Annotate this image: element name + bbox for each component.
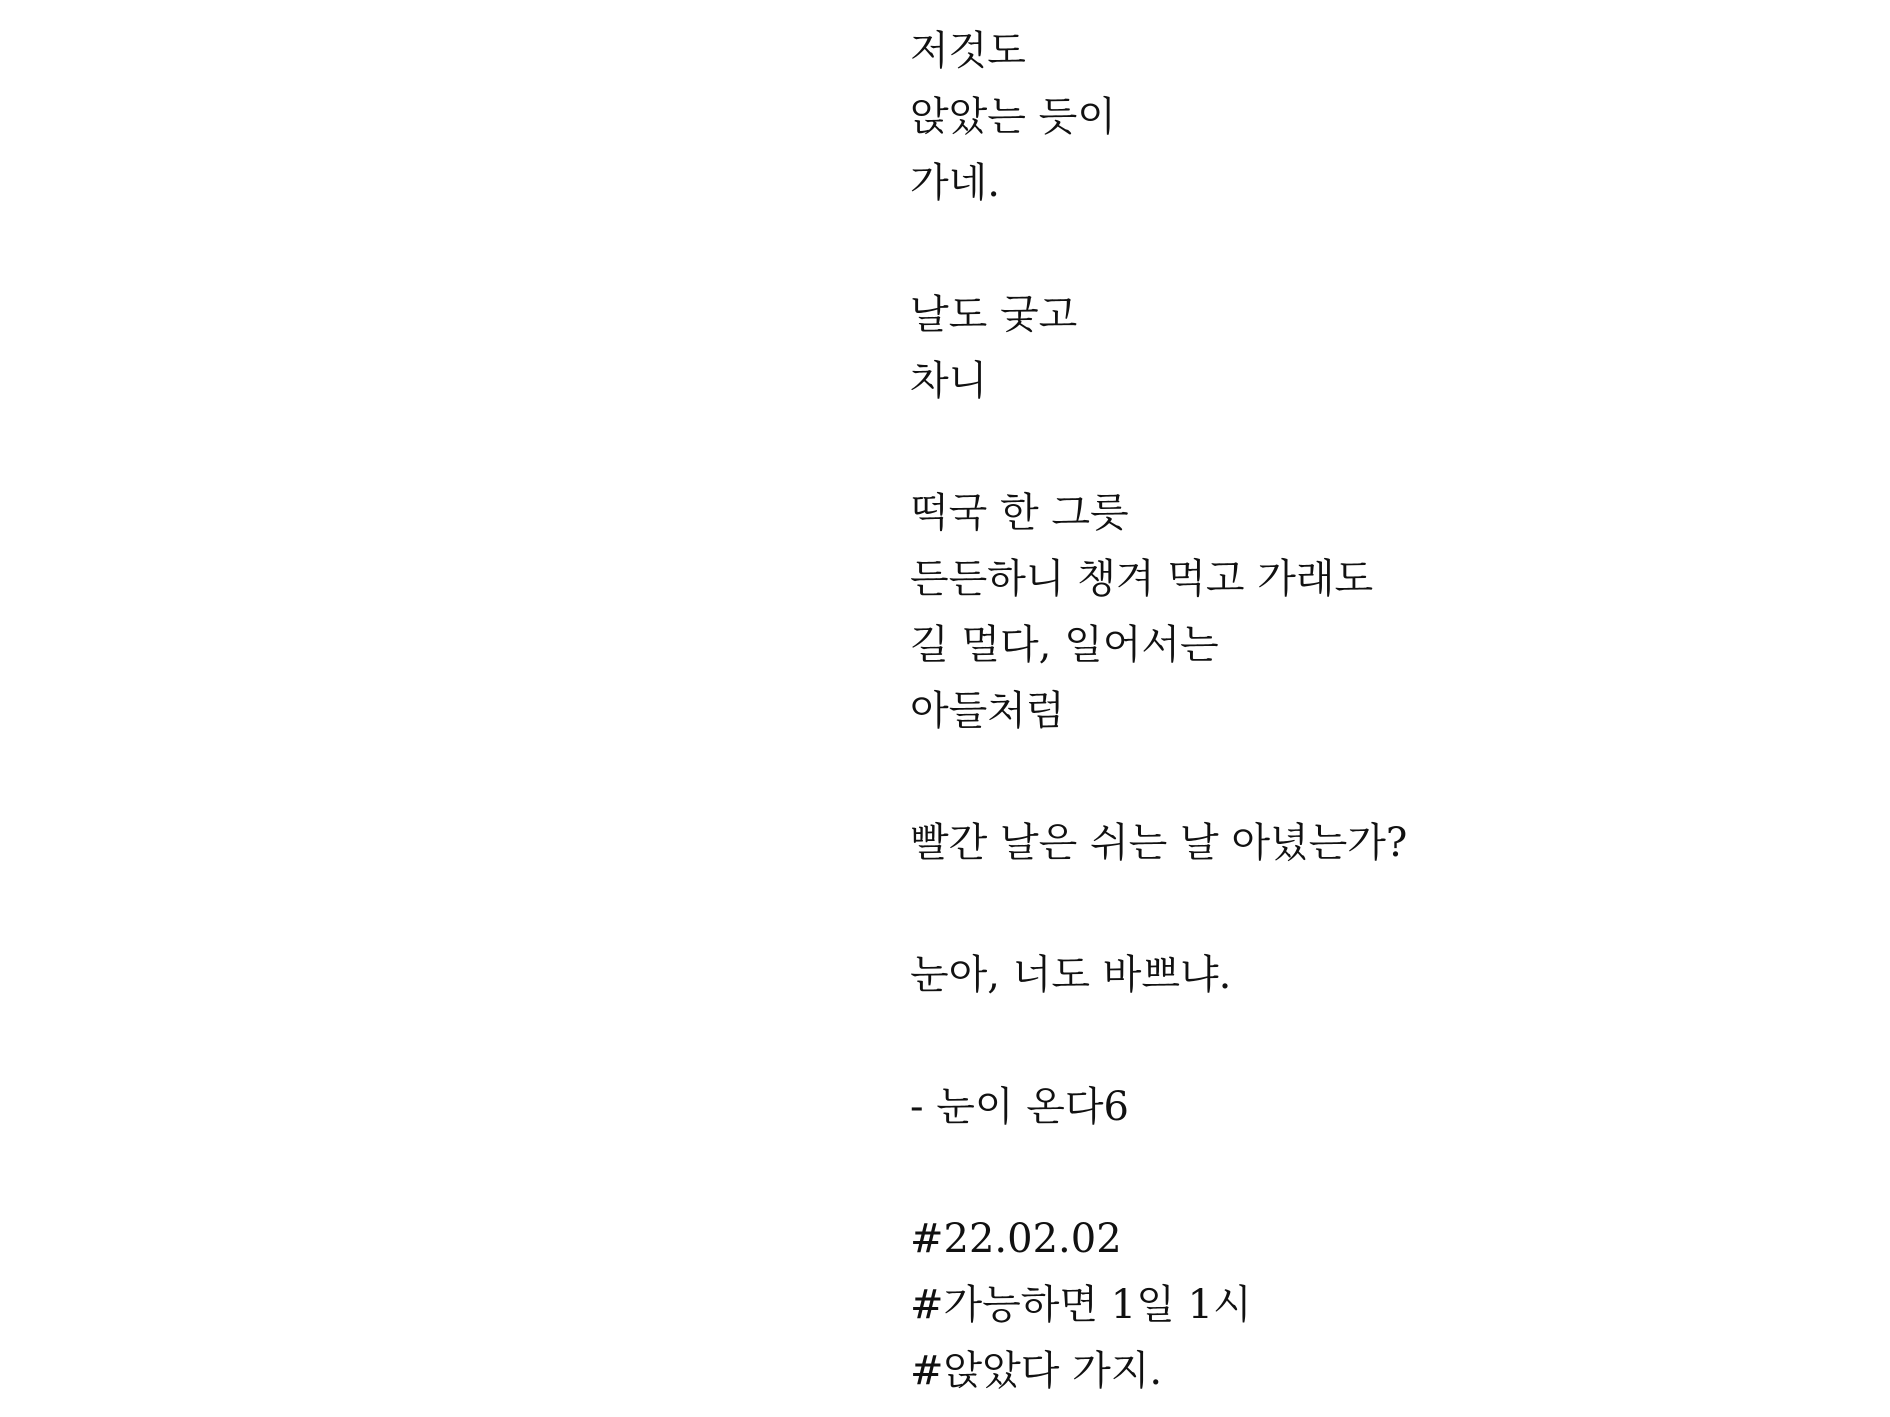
- poem-line: 든든하니 챙겨 먹고 가래도: [910, 556, 1374, 602]
- hashtag-date: #22.02.02: [910, 1216, 1122, 1262]
- poem-line: 앉았는 듯이: [910, 94, 1116, 140]
- hashtag: #앉았다 가지.: [910, 1348, 1163, 1394]
- hashtag: #가능하면 1일 1시: [910, 1282, 1252, 1328]
- poem-line: 차니: [910, 358, 988, 404]
- stanza-gap: [910, 744, 1810, 810]
- stanza-gap: [910, 216, 1810, 282]
- poem-line: 저것도: [910, 28, 1026, 74]
- stanza-gap: [910, 414, 1810, 480]
- poem-line: 길 멀다, 일어서는: [910, 622, 1219, 668]
- poem-line: 날도 궂고: [910, 292, 1078, 338]
- poem-line: 떡국 한 그릇: [910, 490, 1129, 536]
- poem-line: 아들처럼: [910, 688, 1065, 734]
- poem-line: 빨간 날은 쉬는 날 아녔는가?: [910, 820, 1408, 866]
- stanza-gap: [910, 1008, 1810, 1074]
- poem-line: 눈아, 너도 바쁘냐.: [910, 952, 1232, 998]
- stanza-gap: [910, 876, 1810, 942]
- poem-signature: - 눈이 온다6: [910, 1084, 1129, 1130]
- poem-body: [910, 18, 1810, 1404]
- poem-line: 가네.: [910, 160, 1000, 206]
- stanza-gap: [910, 1140, 1810, 1206]
